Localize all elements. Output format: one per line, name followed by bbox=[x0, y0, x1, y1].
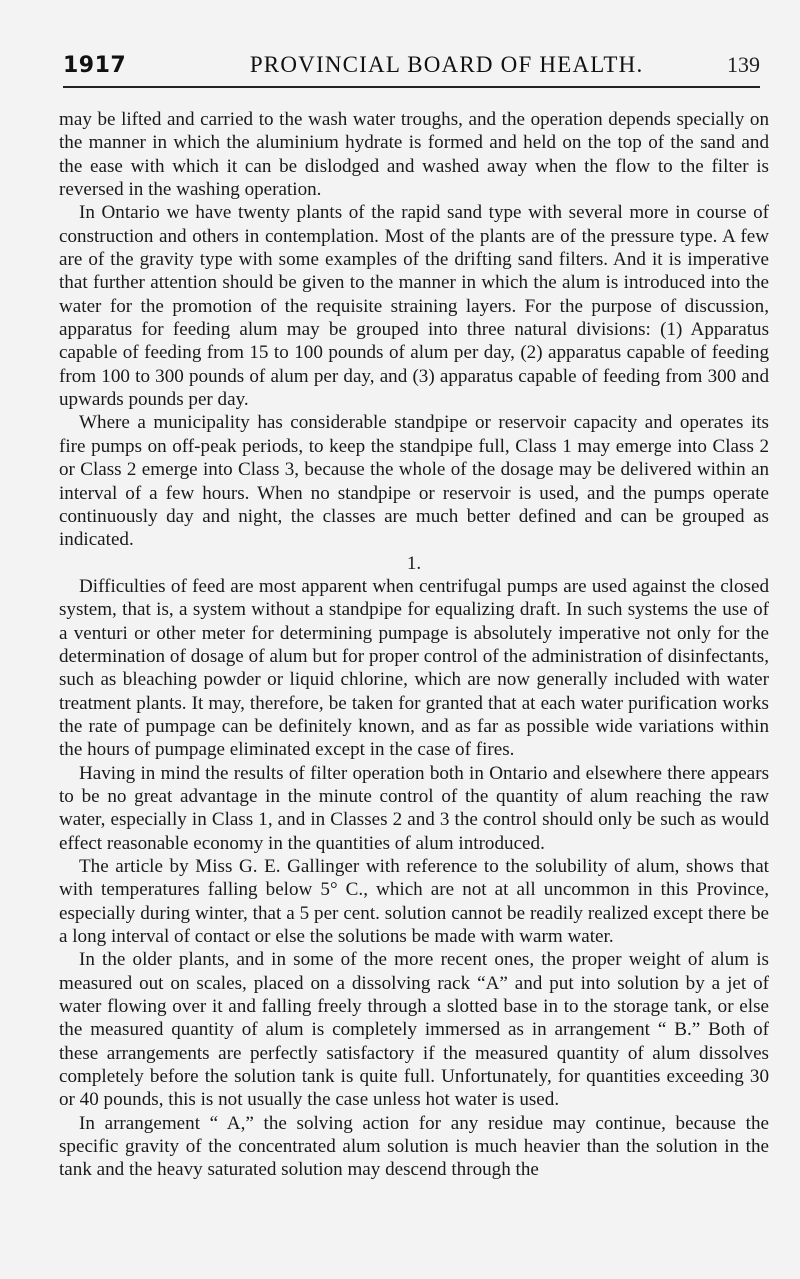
paragraph-difficulties: Difficulties of feed are most apparent when centrifugal pumps are used against the closed system, that is, a system without a standpipe for equalizing draft. In such systems the use of a venturi or other meter for determining pumpage is absolutely imperative not only for the determination of dosage of alum but for proper control of the administration of disinfectants, such as bleaching powder or liquid chlorine, which are now generally included with water treatment plants. It may, therefore, be taken for granted that at each water purification works the rate of pumpage can be definitely known, and as far as possible wide variations within the hours of pumpage eliminated except in the case of fires. bbox=[59, 575, 769, 761]
body-text bbox=[59, 108, 769, 1182]
paragraph-arrangement-a: In arrangement “ A,” the solving action for any residue may continue, because the specific gravity of the concentrated alum solution is much heavier than the solution in the tank and the heavy saturated solution may descend through the bbox=[59, 1112, 769, 1181]
header-year: 1917 bbox=[63, 52, 127, 78]
header-title: PROVINCIAL BOARD OF HEALTH. bbox=[249, 52, 644, 77]
paragraph-solubility: The article by Miss G. E. Gallinger with reference to the solubility of alum, shows that with temperatures falling below 5° C., which are not at all uncommon in this Province, especially during winter, that a 5 per cent. solution cannot be readily realized except there be a long interval of contact or else the solutions be made with warm water. bbox=[59, 856, 769, 948]
running-header bbox=[63, 50, 760, 80]
paragraph-continued: may be lifted and carried to the wash water troughs, and the operation depends specially on the manner in which the aluminium hydrate is formed and held on the top of the sand and the ease with which it can be dislodged and washed away when the flow to the filter is reversed in the washing operation. bbox=[59, 109, 769, 201]
header-rule bbox=[63, 86, 760, 88]
paragraph-standpipe: Where a municipality has considerable standpipe or reservoir capacity and operates its fire pumps on off-peak periods, to keep the standpipe full, Class 1 may emerge into Class 2 or Class 2 emerge into Class 3, because the whole of the dosage may be delivered within an interval of a few hours. When no standpipe or reservoir is used, and the pumps operate continuously day and night, the classes are much better defined and can be grouped as indicated. bbox=[59, 412, 769, 551]
paragraph-ontario-plants: In Ontario we have twenty plants of the rapid sand type with several more in course of construction and others in contemplation. Most of the plants are of the pressure type. A few are of the gravity type with some examples of the drifting sand filters. And it is imperative that further attention should be given to the manner in which the alum is introduced into the water for the promotion of the requisite straining layers. For the purpose of discussion, apparatus for feeding alum may be grouped into three natural divisions: (1) Apparatus capable of feeding from 15 to 100 pounds of alum per day, (2) apparatus capable of feeding from 100 to 300 pounds of alum per day, and (3) apparatus capable of feeding from 300 and upwards pounds per day. bbox=[59, 202, 769, 411]
page-number: 139 bbox=[727, 52, 760, 77]
paragraph-filter-results: Having in mind the results of filter operation both in Ontario and elsewhere there appears to be no great advantage in the minute control of the quantity of alum reaching the raw water, especially in Class 1, and in Classes 2 and 3 the control should only be such as would effect reasonable economy in the quantities of alum introduced. bbox=[59, 762, 769, 854]
section-number: 1. bbox=[406, 552, 422, 574]
paragraph-arrangements: In the older plants, and in some of the more recent ones, the proper weight of alum is measured out on scales, placed on a dissolving rack “A” and put into solution by a jet of water flowing over it and falling freely through a slotted base in to the storage tank, or else the measured quantity of alum is completely immersed as in arrangement “ B.” Both of these arrangements are perfectly satisfactory if the measured quantity of alum dissolves completely before the solution tank is quite full. Unfortunately, for quantities exceeding 30 or 40 pounds, this is not usually the case unless hot water is used. bbox=[59, 949, 769, 1111]
